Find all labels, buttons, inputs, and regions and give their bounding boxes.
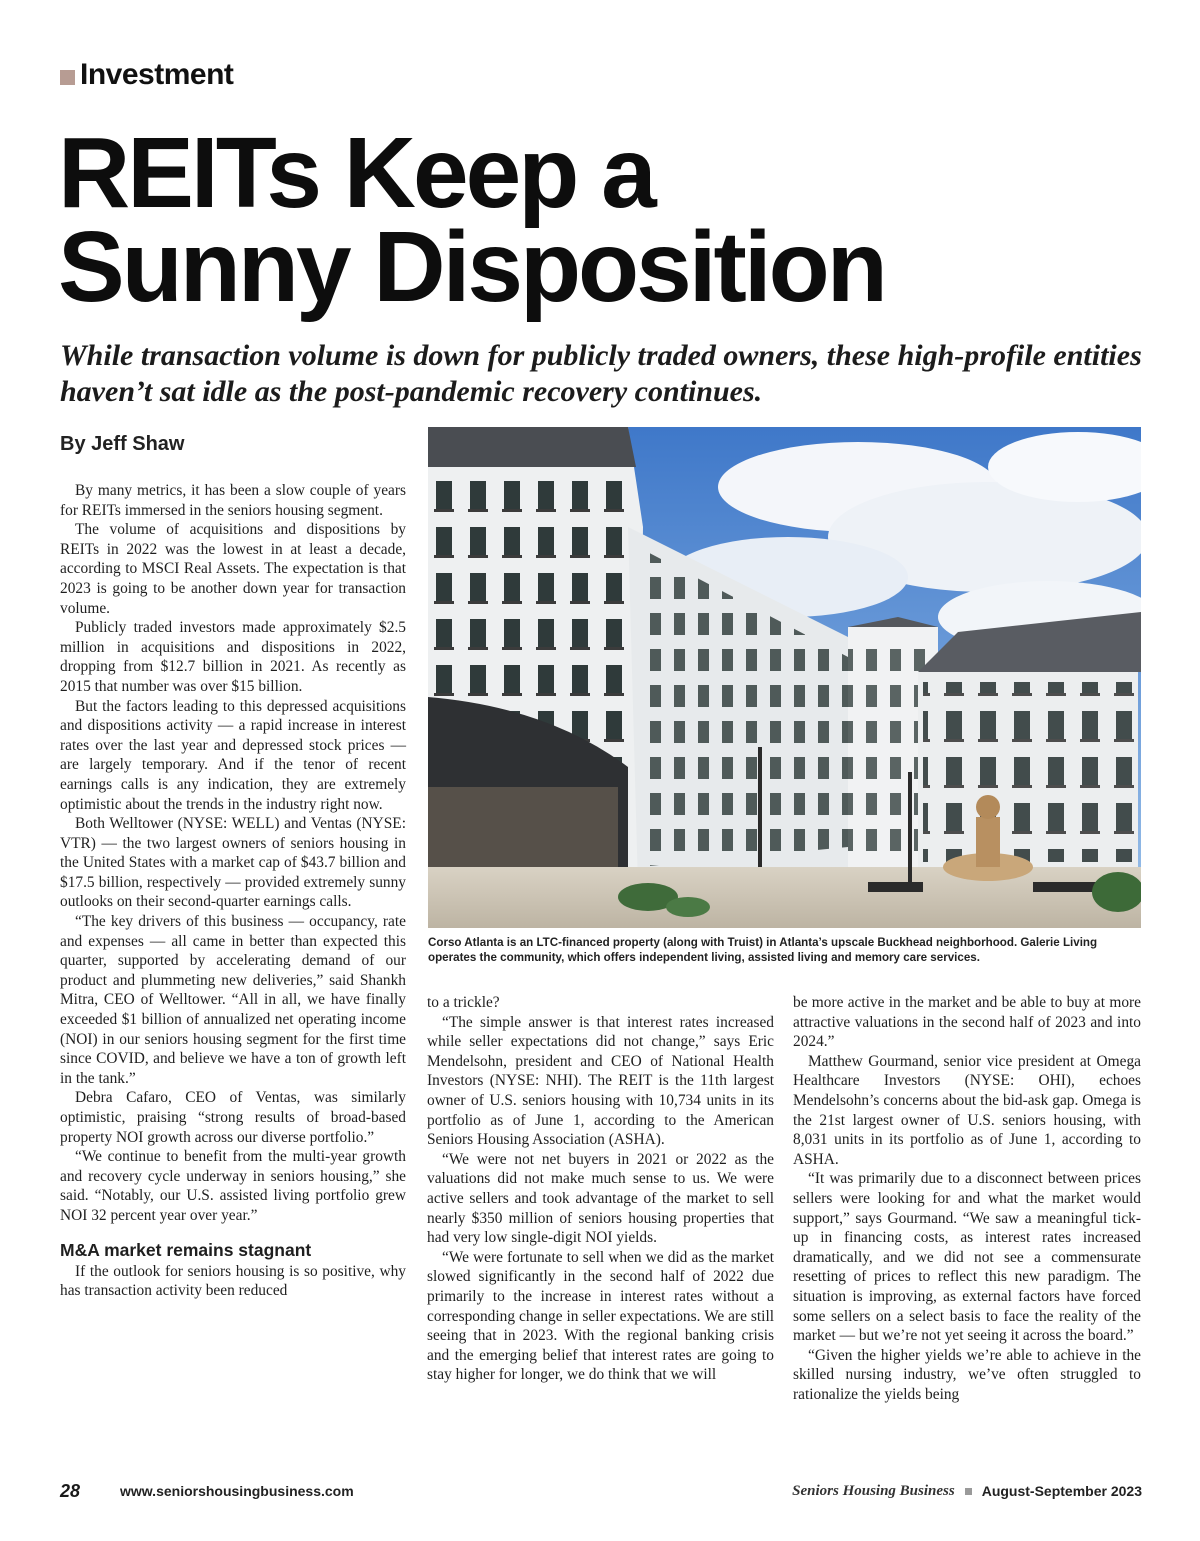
photo-caption: Corso Atlanta is an LTC-financed property (along with Truist) in Atlanta’s upscale Buckhead neighborhood. Galerie Living operates the community, which offers independent living, assisted living and memory care services. — [428, 936, 1098, 964]
headline-line-1: REITs Keep a — [58, 117, 654, 229]
article-column-1 — [60, 481, 406, 1301]
section-label: Investment — [80, 58, 234, 91]
paragraph: The volume of acquisitions and dispositions by REITs in 2022 was the lowest in at least a decade, according to MSCI Real Assets. The expectation is that 2023 is going to be another down year for transaction volume. — [60, 521, 406, 617]
paragraph: “It was primarily due to a disconnect between prices sellers were looking for and what the market would support,” says Gourmand. “We saw a meaningful tick-up in financing costs, as interest rates increased dramatically, and we did not see a commensurate resetting of prices to reflect this new paradigm. The situation is improving, as external factors have forced some sellers on a select basis to face the reality of the market — but we’re not yet seeing it across the board.” — [793, 1170, 1141, 1345]
subhead: M&A market remains stagnant — [60, 1239, 312, 1260]
paragraph: But the factors leading to this depressed acquisitions and dispositions activity — a rapid increase in interest rates over the last year and depressed stock prices — are largely temporary. And if the tenor of recent earnings calls is any indication, they are extremely optimistic about the trends in the industry right now. — [60, 697, 406, 813]
page-number: 28 — [60, 1480, 81, 1501]
paragraph: “The simple answer is that interest rates increased while seller expectations did not change,” says Eric Mendelsohn, president and CEO of National Health Investors (NYSE: NHI). The REIT is the 11th largest owner of U.S. seniors housing with 10,734 units in its portfolio as of June 1, according to the American Seniors Housing Association (ASHA). — [427, 1013, 774, 1149]
paragraph: Publicly traded investors made approximately $2.5 million in acquisitions and dispositions in 2022, dropping from $12.7 billion in 2021. As recently as 2015 that number was over $15 billion. — [60, 619, 406, 695]
footer-right — [792, 1483, 1142, 1500]
paragraph: Both Welltower (NYSE: WELL) and Ventas (NYSE: VTR) — the two largest owners of seniors housing in the United States with a market cap of $43.7 billion and $17.5 billion, respectively — provided extremely sunny outlooks on their second-quarter earnings calls. — [60, 815, 406, 911]
article-photo — [428, 427, 1141, 928]
paragraph: Matthew Gourmand, senior vice president at Omega Healthcare Investors (NYSE: OHI), echoes Mendelsohn’s concerns about the bid-ask gap. Omega is the 21st largest owner of U.S. seniors housing, with 8,031 units in its portfolio as of June 1, according to ASHA. — [793, 1052, 1141, 1168]
paragraph: By many metrics, it has been a slow couple of years for REITs immersed in the seniors housing segment. — [60, 482, 406, 519]
paragraph: “We continue to benefit from the multi-year growth and recovery cycle underway in seniors housing,” she said. “Notably, our U.S. assisted living portfolio grew NOI 32 percent year over year.” — [60, 1148, 406, 1224]
paragraph: “Given the higher yields we’re able to achieve in the skilled nursing industry, we’ve often struggled to rationalize the yields being — [793, 1346, 1141, 1403]
paragraph: Debra Cafaro, CEO of Ventas, was similarly optimistic, praising “strong results of broad-based property NOI growth across our diverse portfolio.” — [60, 1089, 406, 1146]
paragraph: “We were not net buyers in 2021 or 2022 as the valuations did not make much sense to us. We were active sellers and took advantage of the market to sell nearly $350 million of seniors housing properties that had very low single-digit NOI yields. — [427, 1150, 774, 1247]
headline — [58, 117, 1158, 323]
paragraph: If the outlook for seniors housing is so positive, why has transaction activity been reduced — [60, 1262, 406, 1300]
deck: While transaction volume is down for publicly traded owners, these high-profile entities haven’t sat idle as the post-pandemic recovery continues. — [60, 339, 1142, 408]
issue-date: August-September 2023 — [981, 1483, 1142, 1499]
section-square-icon — [60, 70, 75, 85]
paragraph: to a trickle? — [427, 994, 500, 1011]
paragraph: “We were fortunate to sell when we did as the market slowed significantly in the second half of 2022 due primarily to the increase in interest rates without a corresponding change in seller expectations. We are still seeing that in 2023. With the regional banking crisis and the emerging belief that interest rates are going to stay higher for longer, we do think that we will — [427, 1248, 774, 1384]
article-column-3 — [793, 993, 1141, 1404]
building-courtyard-photo — [428, 427, 1141, 928]
footer-square-icon — [965, 1488, 972, 1495]
publication-name: Seniors Housing Business — [792, 1482, 955, 1499]
byline: By Jeff Shaw — [60, 433, 185, 455]
article-column-2 — [427, 993, 774, 1385]
paragraph: “The key drivers of this business — occupancy, rate and expenses — all came in better than expected this quarter, supported by accelerating demand of our product and plummeting new deliveries,” said Shankh Mitra, CEO of Welltower. “All in all, we have finally exceeded $1 billion of annualized net operating income (NOI) in our seniors housing segment for the first time since COVID, and believe we have a ton of growth left in the tank.” — [60, 913, 406, 1087]
paragraph: be more active in the market and be able to buy at more attractive valuations in the second half of 2023 and into 2024.” — [793, 994, 1141, 1051]
website-link[interactable]: www.seniorshousingbusiness.com — [120, 1483, 354, 1499]
page-footer — [60, 1479, 1142, 1503]
section-tag — [60, 58, 233, 92]
headline-line-2: Sunny Disposition — [58, 211, 885, 323]
